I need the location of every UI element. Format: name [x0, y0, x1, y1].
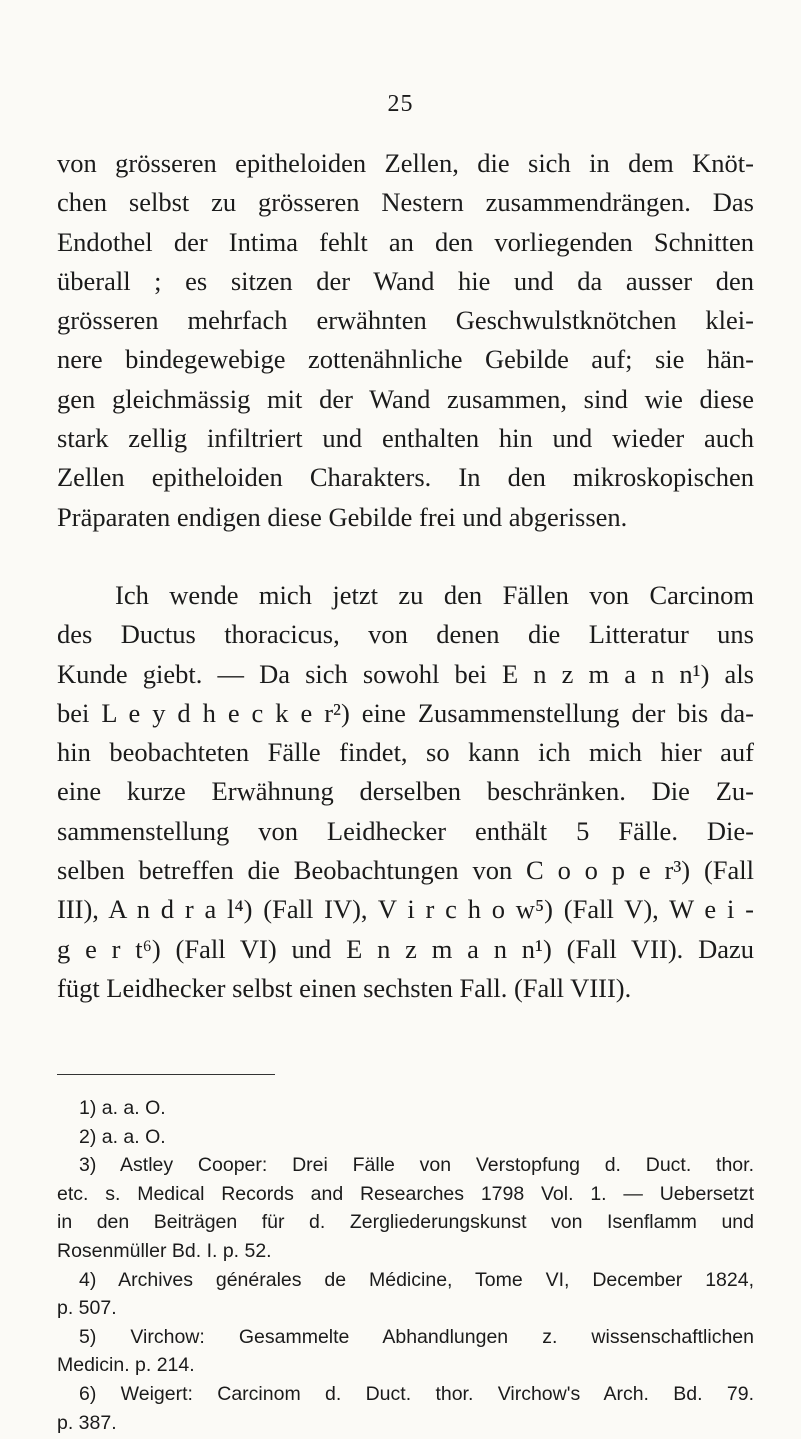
text-line: stark zellig infiltriert und enthalten hin und wieder auch	[57, 423, 754, 454]
footnote-line: Rosenmüller Bd. I. p. 52.	[57, 1239, 272, 1262]
footnote-line: 2) a. a. O.	[79, 1125, 166, 1148]
text-line: von grösseren epitheloiden Zellen, die sich in dem Knöt-	[57, 148, 754, 178]
text-line: nere bindegewebige zottenähnliche Gebilde auf; sie hän-	[57, 344, 754, 375]
footnote-divider	[57, 1074, 275, 1075]
text-line: sammenstellung von Leidhecker enthält 5 Fälle. Die-	[57, 815, 754, 846]
footnote-line: p. 507.	[57, 1297, 117, 1320]
page-number: 25	[387, 91, 414, 117]
text-line: selben betreffen die Beobachtungen von C o o p e r³) (Fall	[57, 855, 754, 886]
text-line: überall ; es sitzen der Wand hie und da ausser den	[57, 265, 754, 296]
footnote-line: etc. s. Medical Records and Researches 1798 Vol. 1. — Uebersetzt	[57, 1182, 754, 1205]
footnote-line: 5) Virchow: Gesammelte Abhandlungen z. wissenschaftlichen	[79, 1325, 754, 1348]
text-line: gen gleichmässig mit der Wand zusammen, sind wie diese	[57, 383, 754, 414]
footnote-line: in den Beiträgen für d. Zergliederungskunst von Isenflamm und	[57, 1211, 754, 1234]
text-line: Zellen epitheloiden Charakters. In den mikroskopischen	[57, 462, 754, 493]
text-line: chen selbst zu grösseren Nestern zusammendrängen. Das	[57, 187, 754, 218]
text-line: hin beobachteten Fälle findet, so kann ich mich hier auf	[57, 737, 754, 768]
text-line: g e r t⁶) (Fall VI) und E n z m a n n¹) (Fall VII). Dazu	[57, 933, 754, 964]
text-line: eine kurze Erwähnung derselben beschränken. Die Zu-	[57, 776, 754, 807]
text-line: Endothel der Intima fehlt an den vorliegenden Schnitten	[57, 226, 754, 257]
text-line: des Ductus thoracicus, von denen die Litteratur uns	[57, 619, 754, 650]
paragraph-1	[57, 144, 754, 537]
text-line: grösseren mehrfach erwähnten Geschwulstknötchen klei-	[57, 305, 754, 336]
footnote-line: 1) a. a. O.	[79, 1097, 166, 1119]
footnote-line: p. 387.	[57, 1411, 117, 1434]
paragraph-2	[57, 576, 754, 1008]
text-line: fügt Leidhecker selbst einen sechsten Fall. (Fall VIII).	[57, 972, 632, 1003]
text-line: Ich wende mich jetzt zu den Fällen von Carcinom	[115, 580, 754, 610]
text-line: Kunde giebt. — Da sich sowohl bei E n z m a n n¹) als	[57, 658, 754, 689]
footnote-line: 6) Weigert: Carcinom d. Duct. thor. Virchow's Arch. Bd. 79.	[79, 1382, 754, 1405]
footnote-line: Medicin. p. 214.	[57, 1354, 195, 1377]
footnote-line: 3) Astley Cooper: Drei Fälle von Verstopfung d. Duct. thor.	[79, 1154, 754, 1177]
text-line: bei L e y d h e c k e r²) eine Zusammenstellung der bis da-	[57, 697, 754, 728]
footnote-line: 4) Archives générales de Médicine, Tome VI, December 1824,	[79, 1268, 754, 1291]
text-line: Präparaten endigen diese Gebilde frei und abgerissen.	[57, 501, 628, 532]
footnotes	[57, 1094, 754, 1437]
text-line: III), A n d r a l⁴) (Fall IV), V i r c h o w⁵) (Fall V), W e i -	[57, 894, 754, 925]
